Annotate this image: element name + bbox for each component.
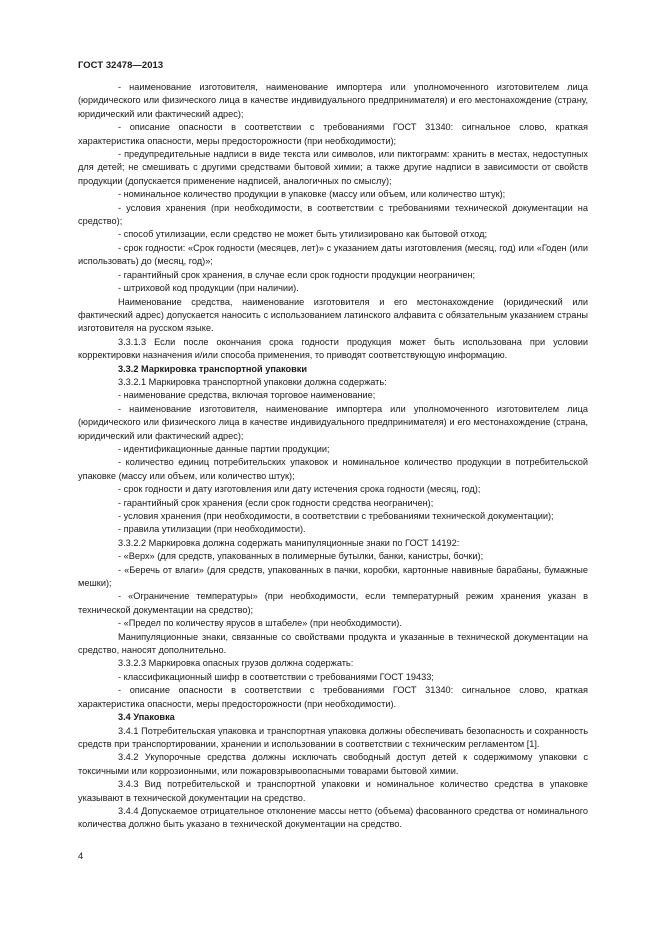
- paragraph: 3.4.4 Допускаемое отрицательное отклонение массы нетто (объема) фасованного средства от номинального количества должно быть указано в технической документации на средство.: [78, 805, 588, 830]
- paragraph: - описание опасности в соответствии с требованиями ГОСТ 31340: сигнальное слово, краткая характеристика опасности, меры предосторожности (при необходимости);: [78, 122, 588, 146]
- section-heading: 3.4 Упаковка: [118, 712, 175, 723]
- paragraph: 3.3.2.1 Маркировка транспортной упаковки должна содержать:: [118, 376, 387, 387]
- paragraph: - «Беречь от влаги» (для средств, упакованных в пачки, коробки, картонные навивные барабаны, бумажные мешки);: [78, 564, 588, 589]
- paragraph: - наименование средства, включая торговое наименование;: [118, 390, 376, 401]
- paragraph: - условия хранения (при необходимости, в соответствии с требованиями технической документации);: [118, 511, 554, 521]
- paragraph: - «Ограничение температуры» (при необходимости, если температурный режим хранения указан в технической документации на средство);: [78, 591, 588, 615]
- paragraph: - описание опасности в соответствии с требованиями ГОСТ 31340: сигнальное слово, краткая характеристика опасности, меры предосторожности (при необходимости).: [78, 685, 588, 709]
- paragraph: 3.3.2.2 Маркировка должна содержать манипуляционные знаки по ГОСТ 14192:: [118, 537, 460, 548]
- paragraph: 3.4.3 Вид потребительской и транспортной упаковки и номинальное количество средства в упаковке указывают в технической документации на средство.: [78, 779, 588, 803]
- paragraph: - «Верх» (для средств, упакованных в полимерные бутылки, банки, канистры, бочки);: [118, 551, 484, 562]
- paragraph: 3.3.2.3 Маркировка опасных грузов должна содержать:: [118, 658, 354, 669]
- paragraph: - «Предел по количеству ярусов в штабеле» (при необходимости).: [118, 618, 402, 629]
- standard-header: ГОСТ 32478—2013: [78, 59, 164, 70]
- section-heading: 3.3.2 Маркировка транспортной упаковки: [118, 363, 307, 374]
- paragraph: - идентификационные данные партии продукции;: [118, 443, 330, 454]
- paragraph: - наименование изготовителя, наименование импортера или уполномоченного изготовителем лица (юридического или физического лица в качестве индивидуального предпринимателя) и его местонахождение (страну, юридический или фактический адрес);: [78, 82, 588, 119]
- paragraph: - срок годности: «Срок годности (месяцев, лет)» с указанием даты изготовления (месяц, год) или «Годен (или использовать) до (месяц, год)»;: [78, 242, 588, 267]
- paragraph: - количество единиц потребительских упаковок и номинальное количество продукции в потребительской упаковке (массу или объем, или количество штук);: [78, 457, 588, 481]
- paragraph: - штриховой код продукции (при наличии).: [118, 283, 299, 294]
- paragraph: - предупредительные надписи в виде текста или символов, или пиктограмм: хранить в местах, недоступных для детей; не смешивать с другими средствами бытовой химии; а также другие надписи в зависимости от свойств продукции (допускается применение надписей, аналогичных по смыслу);: [78, 149, 588, 186]
- document-body: [78, 81, 588, 832]
- paragraph: 3.4.2 Укупорочные средства должны исключать свободный доступ детей к содержимому упаковки с токсичными или коррозионными, или пожаровзрывоопасными товарами бытовой химии.: [78, 752, 588, 776]
- paragraph: Наименование средства, наименование изготовителя и его местонахождение (юридический или фактический адрес) допускается наносить с использованием латинского алфавита с обязательным указанием страны изготовителя на русском языке.: [78, 296, 588, 334]
- page-number: 4: [78, 850, 84, 861]
- paragraph: Манипуляционные знаки, связанные со свойствами продукта и указанные в технической документации на средство, наносят дополнительно.: [78, 631, 588, 656]
- paragraph: 3.3.1.3 Если после окончания срока годности продукция может быть использована при условии корректировки назначения и/или способа применения, то приводят соответствующую информацию.: [78, 336, 588, 361]
- paragraph: - условия хранения (при необходимости, в соответствии с требованиями технической документации на средство);: [78, 202, 588, 227]
- paragraph: 3.4.1 Потребительская упаковка и транспортная упаковка должны обеспечивать безопасность и сохранность средств при транспортировании, хранении и использовании в соответствии с техническим регламентом [1].: [78, 725, 588, 749]
- paragraph: - способ утилизации, если средство не может быть утилизировано как бытовой отход;: [118, 229, 488, 240]
- paragraph: - наименование изготовителя, наименование импортера или уполномоченного изготовителем лица (юридического или физического лица в качестве индивидуального предпринимателя) и его местонахождение (страна, юридический или фактический адрес);: [78, 403, 588, 441]
- paragraph: - срок годности и дату изготовления или дату истечения срока годности (месяц, год);: [118, 484, 481, 495]
- paragraph: - номинальное количество продукции в упаковке (массу или объем, или количество штук);: [118, 189, 506, 200]
- paragraph: - гарантийный срок хранения, в случае если срок годности продукции неограничен;: [118, 269, 476, 280]
- paragraph: - гарантийный срок хранения (если срок годности средства неограничен);: [118, 497, 434, 508]
- paragraph: - правила утилизации (при необходимости).: [118, 524, 306, 535]
- paragraph: - классификационный шифр в соответствии с требованиями ГОСТ 19433;: [118, 671, 434, 682]
